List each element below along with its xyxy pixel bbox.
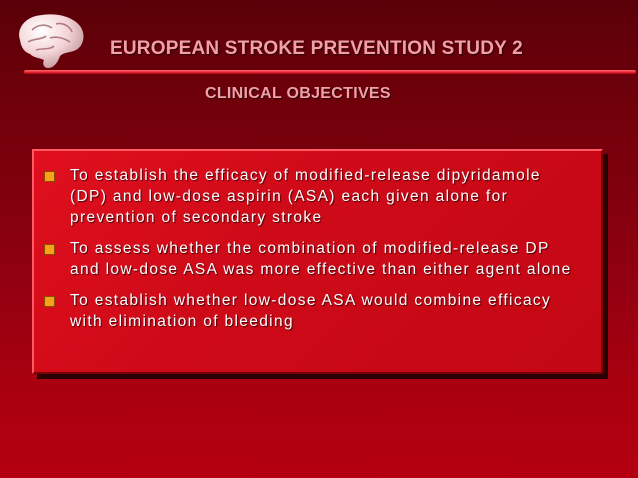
objective-line: and low-dose ASA was more effective than either agent alone [70,261,572,278]
slide-title: EUROPEAN STROKE PREVENTION STUDY 2 [110,38,523,59]
objective-item [70,290,591,332]
objectives-box [32,149,603,374]
objectives-list [34,151,601,332]
slide-subtitle: CLINICAL OBJECTIVES [205,85,391,102]
title-divider [24,70,636,74]
objective-line: prevention of secondary stroke [70,209,323,226]
brain-icon [12,10,88,72]
objective-line: To establish whether low-dose ASA would combine efficacy [70,292,552,309]
square-bullet-icon [44,171,55,182]
objective-line: To assess whether the combination of modified-release DP [70,240,550,257]
square-bullet-icon [44,244,55,255]
objective-line: (DP) and low-dose aspirin (ASA) each given alone for [70,188,509,205]
square-bullet-icon [44,296,55,307]
objective-item [70,238,591,280]
objective-item [70,165,591,228]
objective-line: To establish the efficacy of modified-release dipyridamole [70,167,541,184]
objective-line: with elimination of bleeding [70,313,294,330]
